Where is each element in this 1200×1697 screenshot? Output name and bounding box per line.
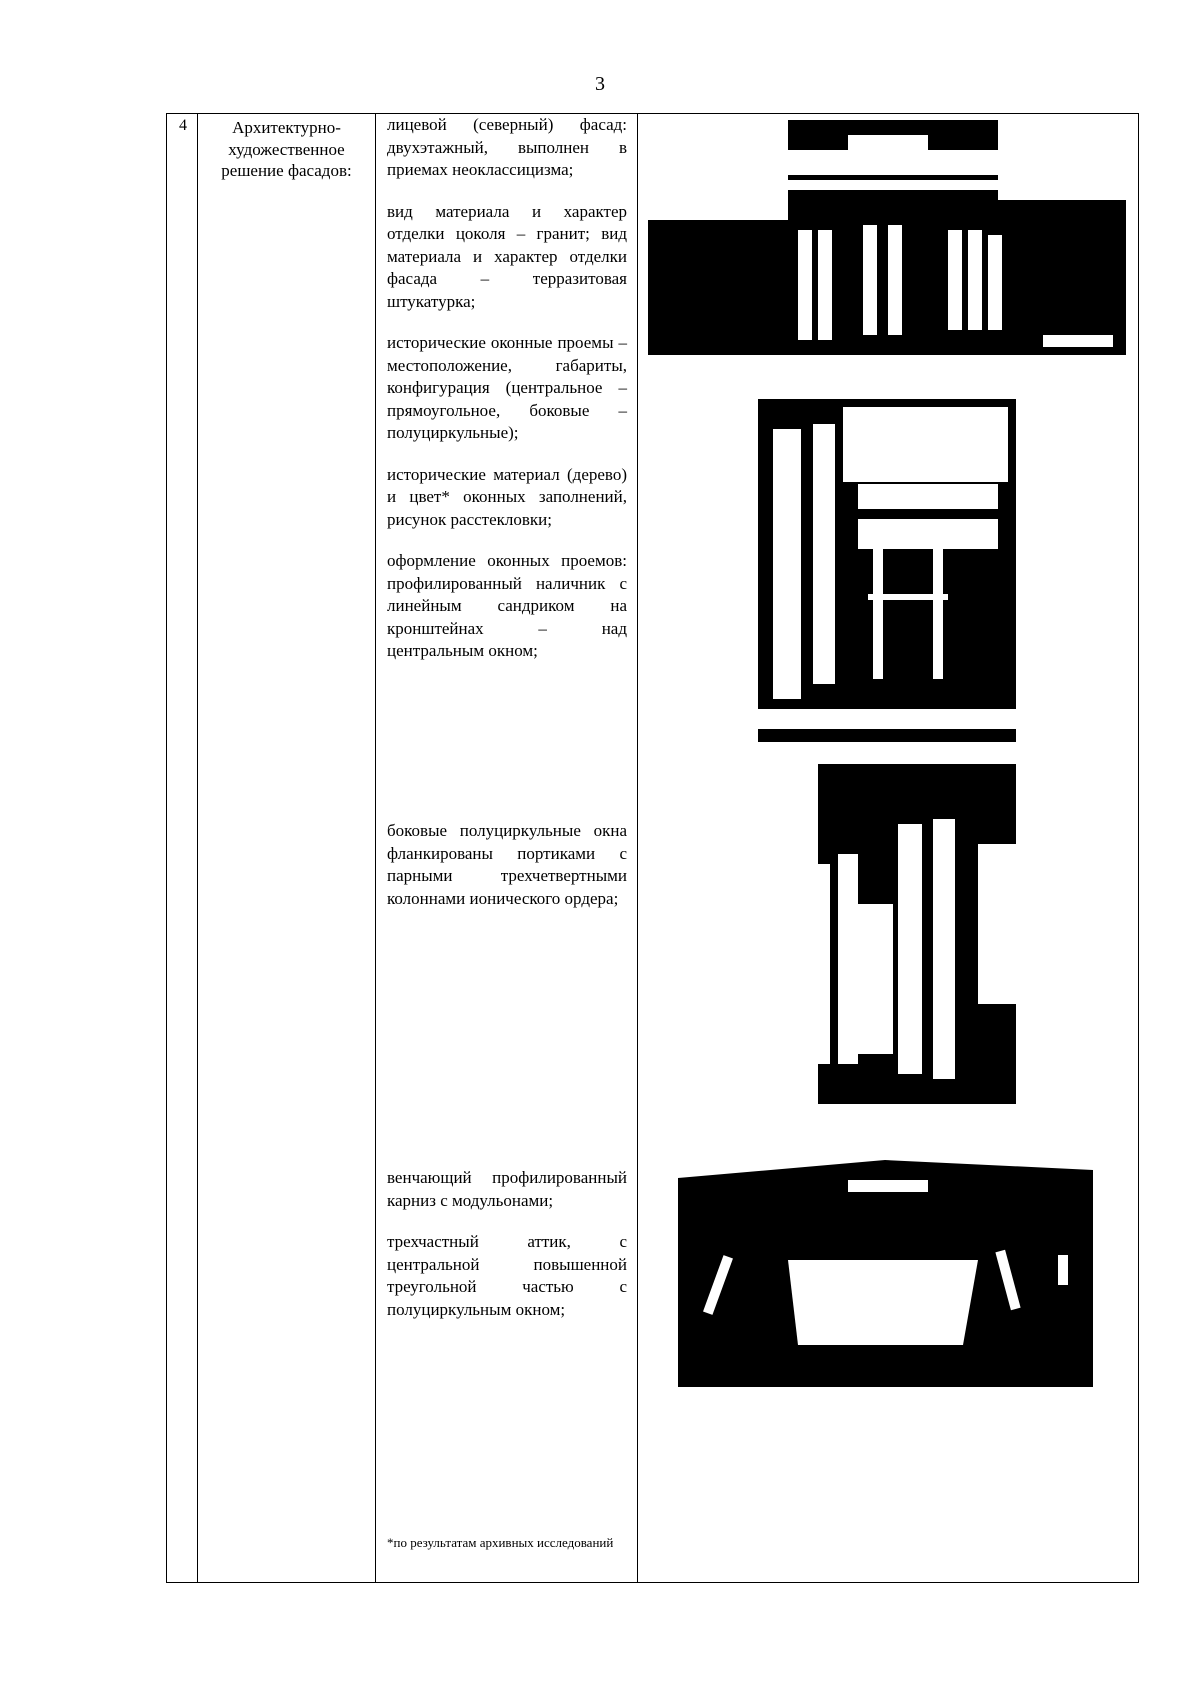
description-paragraph: лицевой (северный) фасад: двухэтажный, выполнен в приемах неоклассицизма; bbox=[387, 115, 627, 179]
description-paragraph: боковые полуциркульные окна фланкированы портиками с парными трехчетвертными колоннами ионического ордера; bbox=[387, 821, 627, 908]
side-portico-photo bbox=[758, 764, 1016, 1104]
footnote: *по результатам архивных исследований bbox=[387, 1535, 614, 1550]
monument-table bbox=[166, 113, 1139, 1583]
description-cell bbox=[376, 114, 638, 1583]
row-name: Архитектурно-художественное решение фасадов: bbox=[221, 118, 352, 180]
page-number: 3 bbox=[595, 73, 605, 95]
description-paragraph: исторические оконные проемы – местоположение, габариты, конфигурация (центральное – прямоугольное, боковые – полуциркульные); bbox=[387, 333, 627, 442]
description-paragraph: трехчастный аттик, с центральной повышенной треугольной частью с полуциркульным окном; bbox=[387, 1232, 627, 1319]
row-number-cell bbox=[167, 114, 198, 1583]
description-group-1 bbox=[376, 114, 637, 663]
central-window-illustration bbox=[758, 399, 1016, 742]
attic-illustration bbox=[678, 1160, 1093, 1387]
description-group-3 bbox=[376, 1167, 637, 1321]
row-name-cell bbox=[198, 114, 376, 1583]
north-facade-photo bbox=[648, 120, 1126, 370]
side-portico-illustration bbox=[758, 764, 1016, 1104]
description-paragraph: венчающий профилированный карниз с модульонами; bbox=[387, 1168, 627, 1210]
description-paragraph: оформление оконных проемов: профилированный наличник с линейным сандриком на кронштейнах – над центральным окном; bbox=[387, 551, 627, 660]
description-group-2 bbox=[376, 820, 637, 910]
north-facade-illustration bbox=[648, 120, 1126, 370]
description-paragraph: исторические материал (дерево) и цвет* оконных заполнений, рисунок расстекловки; bbox=[387, 464, 627, 529]
central-window-photo bbox=[758, 399, 1016, 742]
table-row bbox=[167, 114, 1139, 1583]
description-paragraph: вид материала и характер отделки цоколя – гранит; вид материала и характер отделки фасада – терразитовая штукатурка; bbox=[387, 201, 627, 311]
attic-photo bbox=[678, 1160, 1093, 1387]
photos-cell bbox=[638, 114, 1139, 1583]
row-number: 4 bbox=[179, 117, 187, 134]
